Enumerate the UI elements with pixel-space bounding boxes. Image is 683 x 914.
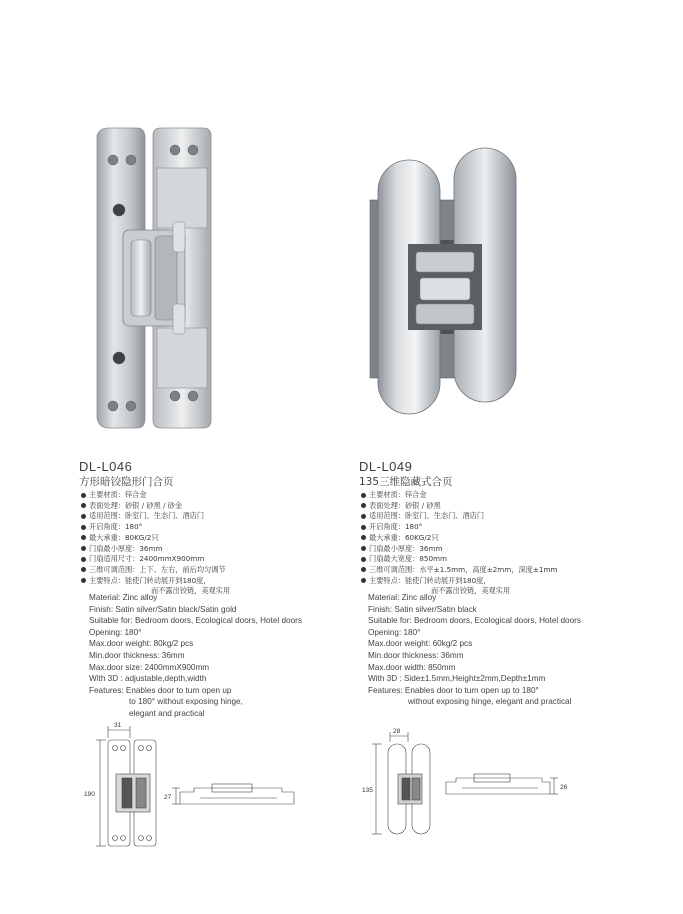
- spec-item: Opening: 180°: [368, 627, 421, 637]
- dimension-drawing-dl-l046: [82, 718, 302, 858]
- spec-item: 主要材质：锌合金: [361, 490, 557, 501]
- spec-item: 门扇最大宽度：850mm: [361, 554, 557, 565]
- spec-item-continuation: to 180° without exposing hinge,: [129, 697, 243, 707]
- spec-item: 最大承重：60KG/2只: [361, 533, 557, 544]
- spec-item: Max.door weight: 60kg/2 pcs: [368, 639, 473, 649]
- model-number: DL-L046: [79, 459, 133, 474]
- spec-item: 三维可调范围：水平±1.5mm，高度±2mm，深度±1mm: [361, 565, 557, 576]
- spec-item: Suitable for: Bedroom doors, Ecological doors, Hotel doors: [89, 616, 302, 626]
- spec-item: 三维可调范围：上下、左右，前后均匀调节: [81, 565, 230, 576]
- spec-item: 门扇适用尺寸：2400mmX900mm: [81, 554, 230, 565]
- dimension-width-label: 31: [114, 722, 122, 729]
- spec-item: 门扇最小厚度：36mm: [81, 544, 230, 555]
- spec-item: Material: Zinc alloy: [89, 593, 158, 602]
- spec-item: 门扇最小厚度：36mm: [361, 544, 557, 555]
- product-photo-dl-l049: [362, 140, 522, 430]
- product-photo-dl-l046: [85, 118, 225, 438]
- spec-item: Features: Enables door to turn open up to 180°: [368, 685, 539, 695]
- spec-item: Opening: 180°: [89, 627, 142, 637]
- spec-item: Max.door weight: 80kg/2 pcs: [89, 639, 194, 649]
- spec-item: 适用范围：卧室门、生态门、酒店门: [81, 511, 230, 522]
- dimension-depth-label: 26: [560, 784, 568, 791]
- spec-item: With 3D : Side±1.5mm,Height±2mm,Depth±1mm: [368, 674, 546, 684]
- dimension-depth-label: 27: [164, 794, 172, 801]
- spec-item-continuation: elegant and practical: [129, 708, 205, 718]
- spec-item-continuation: without exposing hinge, elegant and practical: [408, 697, 572, 707]
- spec-item: Min.door thickness: 36mm: [368, 650, 464, 660]
- spec-item: 主要特点：能使门转动展开到180度，: [81, 576, 230, 587]
- spec-item: Min.door thickness: 36mm: [89, 650, 185, 660]
- dimension-height-label: 135: [362, 787, 373, 794]
- product-title-cn: 方形暗铰隐形门合页: [79, 476, 174, 488]
- spec-item: Max.door size: 2400mmX900mm: [89, 662, 210, 672]
- spec-item: Features: Enables door to turn open up: [89, 685, 232, 695]
- spec-item: 主要特点：能使门转动展开到180度，: [361, 576, 557, 587]
- spec-item: 表面处理：砂银 / 砂黑 / 砂金: [81, 501, 230, 512]
- spec-list-cn: [81, 490, 230, 597]
- spec-item: 主要材质：锌合金: [81, 490, 230, 501]
- dimension-drawing-dl-l049: [362, 726, 572, 842]
- spec-item: 表面处理：砂银 / 砂黑: [361, 501, 557, 512]
- spec-item: 适用范围：卧室门、生态门、酒店门: [361, 511, 557, 522]
- spec-item: 开启角度：180°: [361, 522, 557, 533]
- dimension-width-label: 28: [393, 728, 401, 735]
- dimension-height-label: 190: [84, 791, 95, 798]
- spec-list-cn: [361, 490, 557, 597]
- spec-item: Finish: Satin silver/Satin black/Satin gold: [89, 604, 237, 614]
- spec-item: Material: Zinc alloy: [368, 593, 437, 602]
- spec-item: 最大承重：80KG/2只: [81, 533, 230, 544]
- spec-list-en: [89, 592, 302, 720]
- model-number: DL-L049: [359, 459, 413, 474]
- product-title-cn: 135三维隐藏式合页: [359, 476, 453, 488]
- spec-item: Max.door width: 850mm: [368, 662, 456, 672]
- spec-item: With 3D : adjustable,depth,width: [89, 674, 207, 684]
- spec-item-continuation: 而不露出铰链，美观实用: [431, 586, 511, 596]
- spec-list-en: [368, 592, 581, 708]
- spec-item: Suitable for: Bedroom doors, Ecological doors, Hotel doors: [368, 616, 581, 626]
- spec-item-continuation: 而不露出铰链，美观实用: [151, 586, 231, 596]
- spec-item: Finish: Satin silver/Satin black: [368, 604, 477, 614]
- spec-item: 开启角度：180°: [81, 522, 230, 533]
